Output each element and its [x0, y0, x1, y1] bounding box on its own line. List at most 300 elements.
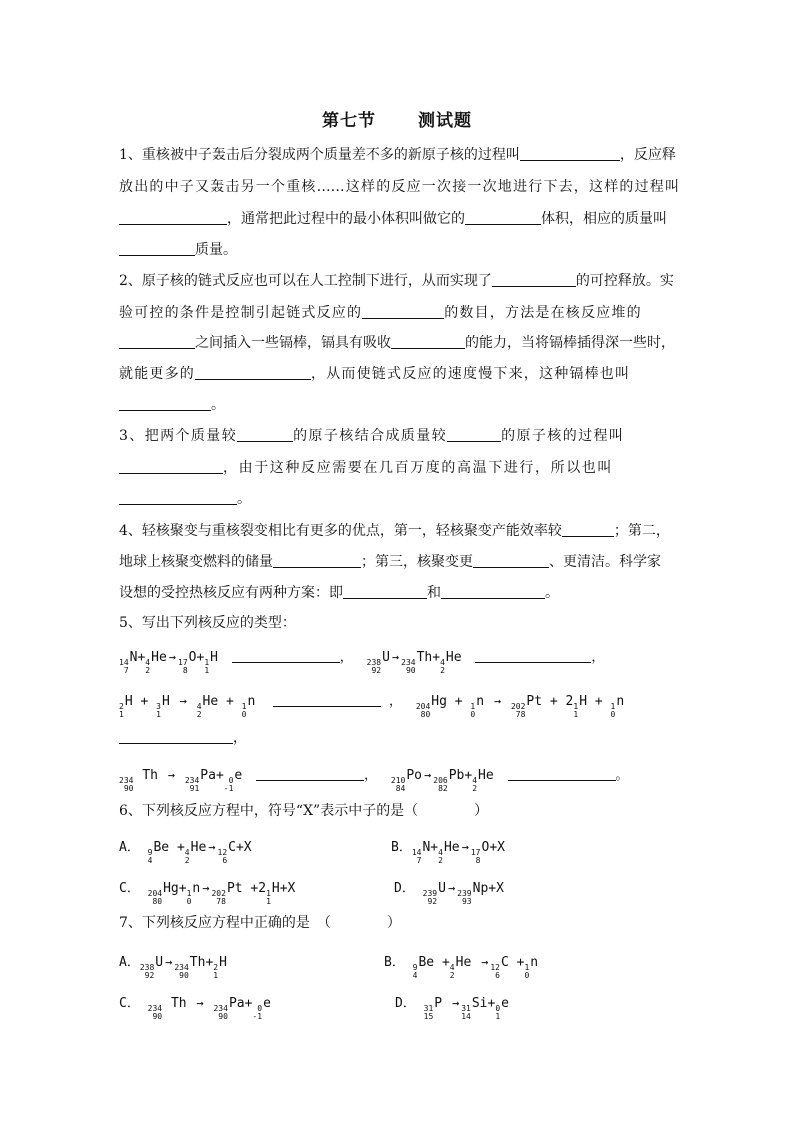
- text-span: 238: [366, 658, 382, 667]
- text-span: O: [188, 650, 197, 665]
- isotope-notation: [457, 890, 471, 906]
- question-6-stem: [119, 802, 679, 820]
- reaction-2: [119, 692, 679, 719]
- text-span: 92: [427, 897, 438, 906]
- text-span: 2: [449, 971, 455, 980]
- text-span: 8: [475, 856, 481, 865]
- text-span: 1: [266, 897, 271, 906]
- text-span: 84: [395, 784, 406, 793]
- isotope-notation: [185, 849, 190, 865]
- text-span: 1: [573, 710, 579, 719]
- text-span: 234: [401, 658, 416, 667]
- text-span: +X: [235, 840, 252, 855]
- reaction-arrow: →: [391, 650, 400, 664]
- isotope-notation: [440, 659, 445, 675]
- isotope-notation: [450, 964, 455, 980]
- text-span: 0: [610, 710, 616, 719]
- text-span: ；第三，核聚变更: [361, 554, 473, 570]
- text-span: 4: [449, 963, 455, 972]
- isotope-notation: [472, 777, 477, 793]
- isotope-notation: [197, 703, 202, 719]
- text-span: H: [210, 650, 218, 665]
- isotope-notation: [218, 849, 228, 865]
- answer-blank[interactable]: [441, 585, 545, 599]
- text-span: 6: [222, 856, 228, 865]
- reaction-arrow: →: [208, 840, 216, 854]
- text-span: 202: [211, 889, 226, 898]
- text-span: H: [124, 694, 133, 709]
- text-span: 80: [420, 710, 431, 719]
- answer-blank[interactable]: [119, 242, 195, 256]
- text-span: 80: [152, 897, 163, 906]
- reaction-arrow: →: [447, 881, 456, 895]
- text-span: 4、轻核聚变与重核裂变相比有更多的优点，第一，轻核聚变产能效率较: [119, 523, 562, 539]
- text-span: 0: [257, 1004, 263, 1013]
- isotope-notation: [611, 703, 616, 719]
- text-span: 的原子核结合成质量较: [293, 428, 448, 444]
- question-3-line-2: [119, 459, 679, 477]
- text-span: 的能力，当将镉棒插得深一些时，: [465, 335, 675, 351]
- isotope-notation: [495, 1005, 500, 1021]
- text-span: -1: [223, 784, 234, 793]
- text-span: 放出的中子又轰击另一个重核……这样的反应一次接一次地进行下去，这样的过程叫: [119, 179, 679, 195]
- text-span: He: [190, 840, 207, 855]
- text-span: 1: [524, 963, 530, 972]
- text-span: N: [422, 840, 431, 855]
- text-span: 210: [390, 776, 406, 785]
- text-span: 90: [405, 666, 416, 675]
- text-span: Pt: [526, 694, 543, 709]
- text-span: 14: [461, 1012, 471, 1021]
- answer-blank[interactable]: [195, 366, 311, 380]
- text-span: +X: [488, 881, 504, 896]
- answer-blank[interactable]: [273, 693, 381, 707]
- isotope-notation: [148, 890, 162, 906]
- isotope-notation: [423, 890, 437, 906]
- isotope-notation: [140, 964, 154, 980]
- isotope-notation: [174, 964, 188, 980]
- text-span: +: [196, 650, 205, 665]
- isotope-notation: [213, 1005, 227, 1021]
- text-span: U: [382, 650, 390, 665]
- text-span: e: [501, 996, 509, 1011]
- text-span: +: [226, 694, 234, 709]
- answer-blank[interactable]: [119, 460, 223, 474]
- text-span: 6: [495, 971, 500, 980]
- text-span: 和: [427, 585, 441, 601]
- question-1-line-4: [119, 241, 679, 259]
- text-span: n: [476, 694, 485, 709]
- text-span: He: [151, 650, 167, 665]
- isotope-notation: [252, 1005, 262, 1021]
- reaction-3: [119, 766, 679, 793]
- text-span: 2: [258, 881, 267, 896]
- text-span: Th: [142, 768, 158, 783]
- text-span: 0: [470, 710, 476, 719]
- text-span: 1: [610, 702, 616, 711]
- reaction-arrow: →: [461, 840, 469, 854]
- text-span: +: [441, 955, 450, 970]
- text-span: +: [244, 996, 253, 1011]
- text-span: 90: [123, 784, 134, 793]
- isotope-notation: [524, 964, 529, 980]
- text-span: 204: [415, 702, 431, 711]
- text-span: +: [549, 694, 558, 709]
- reaction-arrow: →: [179, 694, 187, 708]
- text-span: He: [478, 768, 494, 783]
- text-span: 。: [615, 768, 629, 783]
- text-span: ，反应释: [619, 147, 676, 163]
- reaction-2-answer-line: [119, 729, 679, 747]
- text-span: +: [215, 768, 224, 783]
- text-span: 就能更多的: [119, 366, 195, 382]
- text-span: Pa: [228, 996, 245, 1011]
- text-span: H: [271, 881, 280, 896]
- text-span: B．: [384, 955, 405, 970]
- text-span: Si: [471, 996, 488, 1011]
- answer-blank[interactable]: [119, 730, 233, 744]
- text-span: 0: [186, 897, 192, 906]
- text-span: Pt: [226, 881, 243, 896]
- answer-blank[interactable]: [475, 649, 591, 663]
- text-span: n: [247, 694, 256, 709]
- text-span: 1: [119, 710, 124, 719]
- question-4-line-1: [119, 522, 679, 540]
- question-3-line-1: [119, 427, 679, 445]
- text-span: +: [516, 955, 525, 970]
- text-span: 12: [217, 848, 228, 857]
- text-span: 、更清洁。科学家: [549, 554, 661, 570]
- text-span: Be: [153, 840, 170, 855]
- q7-option-c[interactable]: [119, 994, 271, 1021]
- question-1-line-1: [119, 146, 679, 164]
- q7-option-d[interactable]: [395, 994, 509, 1021]
- text-span: 234: [213, 1004, 228, 1013]
- text-span: 4: [145, 658, 151, 667]
- isotope-notation: [185, 777, 199, 793]
- text-span: n: [192, 881, 201, 896]
- text-span: 1: [241, 702, 247, 711]
- q6-option-a[interactable]: [119, 838, 252, 865]
- isotope-notation: [187, 890, 192, 906]
- question-4-line-2: [119, 553, 679, 571]
- text-span: 2: [119, 702, 124, 711]
- answer-blank[interactable]: [273, 554, 361, 568]
- text-span: -1: [252, 1012, 263, 1021]
- text-span: 1: [266, 889, 271, 898]
- isotope-notation: [391, 777, 405, 793]
- isotope-notation: [416, 703, 430, 719]
- text-span: 31: [461, 1004, 471, 1013]
- text-span: ，从而使链式反应的速度慢下来，这种镉棒也叫: [311, 366, 631, 382]
- answer-blank[interactable]: [562, 523, 614, 537]
- text-span: +: [464, 768, 473, 783]
- text-span: Hg: [431, 694, 447, 709]
- isotope-notation: [242, 703, 247, 719]
- text-span: Th: [189, 955, 206, 970]
- isotope-notation: [148, 849, 153, 865]
- text-span: ；第二，: [613, 523, 670, 539]
- answer-blank[interactable]: [391, 335, 465, 349]
- isotope-notation: [213, 964, 218, 980]
- text-span: +X: [279, 881, 296, 896]
- text-span: n: [616, 694, 625, 709]
- text-span: 78: [216, 897, 226, 906]
- text-span: 2: [196, 710, 202, 719]
- answer-blank[interactable]: [465, 211, 541, 225]
- text-span: +: [178, 881, 187, 896]
- text-span: 90: [218, 1012, 228, 1021]
- text-span: 92: [371, 666, 382, 675]
- reaction-arrow: →: [424, 768, 432, 782]
- text-span: 设想的受控热核反应有两种方案：即: [119, 585, 343, 601]
- text-span: 的原子核的过程叫: [501, 428, 625, 444]
- isotope-notation: [119, 659, 129, 675]
- text-span: Be: [418, 955, 435, 970]
- text-span: ，: [591, 650, 605, 665]
- text-span: N: [129, 650, 138, 665]
- text-span: 12: [490, 963, 500, 972]
- isotope-notation: [119, 703, 124, 719]
- text-span: 0: [241, 710, 247, 719]
- answer-blank[interactable]: [473, 554, 549, 568]
- text-span: +: [454, 694, 463, 709]
- text-span: +: [250, 881, 259, 896]
- isotope-notation: [490, 964, 500, 980]
- isotope-notation: [119, 777, 133, 793]
- text-span: 4: [147, 856, 153, 865]
- text-span: 1: [156, 710, 161, 719]
- text-span: 234: [184, 776, 200, 785]
- text-span: ，: [233, 730, 247, 746]
- answer-blank[interactable]: [520, 147, 620, 161]
- isotope-notation: [266, 890, 271, 906]
- text-span: 91: [189, 784, 200, 793]
- question-2-line-2: [119, 304, 679, 322]
- text-span: +X: [489, 840, 505, 855]
- text-span: D．: [394, 881, 415, 896]
- text-span: +: [205, 955, 214, 970]
- reaction-arrow: →: [168, 650, 177, 664]
- text-span: 1: [204, 658, 210, 667]
- text-span: 4: [184, 848, 190, 857]
- answer-blank[interactable]: [343, 585, 427, 599]
- text-span: 238: [139, 963, 155, 972]
- isotope-notation: [367, 659, 381, 675]
- text-span: 2: [440, 666, 445, 675]
- question-3-line-3: [119, 490, 679, 508]
- text-span: 31: [423, 1004, 434, 1013]
- text-span: D．: [395, 996, 416, 1011]
- text-span: 2: [565, 694, 574, 709]
- text-span: 90: [152, 1012, 163, 1021]
- text-span: 1: [495, 1012, 501, 1021]
- text-span: 的数目，方法是在核反应堆的: [444, 305, 642, 321]
- text-span: 的可控释放。实: [575, 273, 674, 289]
- text-span: B．: [391, 840, 412, 855]
- text-span: Np: [472, 881, 489, 896]
- reaction-1: [119, 648, 679, 675]
- text-span: Po: [406, 768, 423, 783]
- text-span: He: [202, 694, 219, 709]
- text-span: He: [443, 840, 460, 855]
- text-span: 14: [411, 848, 422, 857]
- text-span: 1: [204, 666, 210, 675]
- question-2-line-5: [119, 396, 679, 414]
- isotope-notation: [224, 777, 234, 793]
- answer-blank[interactable]: [119, 491, 237, 505]
- text-span: 2: [472, 784, 478, 793]
- page-title: [0, 106, 794, 131]
- question-2-line-4: [119, 365, 679, 383]
- text-span: H: [219, 955, 227, 970]
- text-span: 质量。: [195, 242, 237, 258]
- q6-option-c[interactable]: [119, 879, 295, 906]
- text-span: 之间插入一些镉棒，镉具有吸收: [195, 335, 391, 351]
- text-span: 4: [472, 776, 478, 785]
- isotope-notation: [211, 890, 225, 906]
- text-span: 82: [438, 784, 448, 793]
- text-span: 92: [144, 971, 155, 980]
- text-span: e: [263, 996, 271, 1011]
- text-span: C．: [119, 881, 140, 896]
- answer-blank[interactable]: [362, 305, 444, 319]
- answer-blank[interactable]: [119, 397, 211, 411]
- text-span: C: [500, 955, 509, 970]
- isotope-notation: [412, 849, 422, 865]
- text-span: Pb: [448, 768, 465, 783]
- reaction-arrow: →: [451, 996, 460, 1010]
- text-span: ，由于这种反应需要在几百万度的高温下进行，所以也叫: [223, 460, 613, 476]
- text-span: 90: [179, 971, 189, 980]
- text-span: Th: [170, 996, 187, 1011]
- q6-option-b[interactable]: [391, 838, 505, 865]
- reaction-arrow: →: [493, 694, 502, 708]
- text-span: 0: [524, 971, 530, 980]
- q7-option-b[interactable]: [384, 953, 538, 980]
- text-span: A．: [119, 955, 140, 970]
- question-2-line-3: [119, 334, 679, 352]
- answer-blank[interactable]: [237, 428, 293, 442]
- reaction-arrow: →: [167, 768, 175, 782]
- text-span: 204: [147, 889, 163, 898]
- answer-blank[interactable]: [492, 273, 576, 287]
- text-span: U: [438, 881, 446, 896]
- answer-blank[interactable]: [256, 767, 364, 781]
- q6-option-d[interactable]: [394, 879, 504, 906]
- text-span: 234: [147, 1004, 163, 1013]
- text-span: Pa: [200, 768, 216, 783]
- isotope-notation: [156, 703, 161, 719]
- answer-blank[interactable]: [119, 211, 227, 225]
- text-span: C: [228, 840, 236, 855]
- isotope-notation: [471, 849, 481, 865]
- text-span: 93: [461, 897, 472, 906]
- text-span: 第七节: [322, 111, 376, 131]
- question-7-stem: [119, 914, 679, 932]
- text-span: He: [445, 650, 462, 665]
- text-span: 14: [119, 658, 129, 667]
- text-span: 1: [573, 702, 579, 711]
- text-span: 17: [470, 848, 481, 857]
- answer-blank[interactable]: [447, 428, 501, 442]
- text-span: 17: [178, 658, 188, 667]
- text-span: n: [530, 955, 539, 970]
- q7-option-a[interactable]: [119, 953, 227, 980]
- text-span: 0: [495, 1004, 501, 1013]
- isotope-notation: [433, 777, 447, 793]
- text-span: +: [140, 694, 149, 709]
- text-span: 2: [145, 666, 151, 675]
- text-span: ，: [339, 650, 353, 665]
- isotope-notation: [573, 703, 578, 719]
- text-span: 2: [184, 856, 190, 865]
- text-span: 。: [237, 491, 251, 507]
- answer-blank[interactable]: [508, 767, 616, 781]
- isotope-notation: [178, 659, 188, 675]
- text-span: 0: [228, 776, 234, 785]
- text-span: +: [430, 840, 439, 855]
- text-span: 78: [515, 710, 526, 719]
- text-span: Hg: [163, 881, 179, 896]
- question-1-line-3: [119, 210, 679, 228]
- text-span: +: [176, 840, 185, 855]
- isotope-notation: [204, 659, 209, 675]
- text-span: 5、写出下列核反应的类型：: [119, 615, 296, 631]
- text-span: A．: [119, 840, 140, 855]
- text-span: O: [481, 840, 490, 855]
- text-span: 7: [123, 666, 129, 675]
- text-span: 7: [416, 856, 422, 865]
- text-span: 9: [147, 848, 153, 857]
- isotope-notation: [438, 849, 443, 865]
- isotope-notation: [413, 964, 418, 980]
- text-span: P: [434, 996, 443, 1011]
- text-span: 验可控的条件是控制引起链式反应的: [119, 305, 363, 321]
- text-span: 2: [438, 856, 443, 865]
- question-5-stem: [119, 614, 679, 632]
- reaction-arrow: →: [165, 955, 173, 969]
- text-span: 234: [119, 776, 134, 785]
- text-span: ，: [388, 694, 402, 709]
- isotope-notation: [424, 1005, 434, 1021]
- text-span: 。: [211, 397, 225, 413]
- text-span: H: [161, 694, 170, 709]
- text-span: +: [137, 650, 146, 665]
- text-span: +: [432, 650, 441, 665]
- text-span: 3、把两个质量较: [119, 428, 238, 444]
- text-span: H: [579, 694, 588, 709]
- isotope-notation: [401, 659, 415, 675]
- text-span: +: [594, 694, 603, 709]
- text-span: 1、重核被中子轰击后分裂成两个质量差不多的新原子核的过程叫: [119, 147, 520, 163]
- text-span: 206: [433, 776, 448, 785]
- answer-blank[interactable]: [232, 649, 340, 663]
- answer-blank[interactable]: [119, 335, 195, 349]
- text-span: 4: [412, 971, 418, 980]
- isotope-notation: [148, 1005, 162, 1021]
- text-span: 2、原子核的链式反应也可以在人工控制下进行，从而实现了: [119, 273, 492, 289]
- text-span: 7、下列核反应方程中正确的是 （ ）: [119, 915, 401, 931]
- text-span: 239: [422, 889, 438, 898]
- text-span: 234: [174, 963, 189, 972]
- text-span: 4: [440, 658, 445, 667]
- question-1-line-2: [119, 178, 679, 196]
- text-span: U: [155, 955, 164, 970]
- text-span: 2: [213, 963, 219, 972]
- text-span: 4: [196, 702, 202, 711]
- question-2-line-1: [119, 272, 679, 290]
